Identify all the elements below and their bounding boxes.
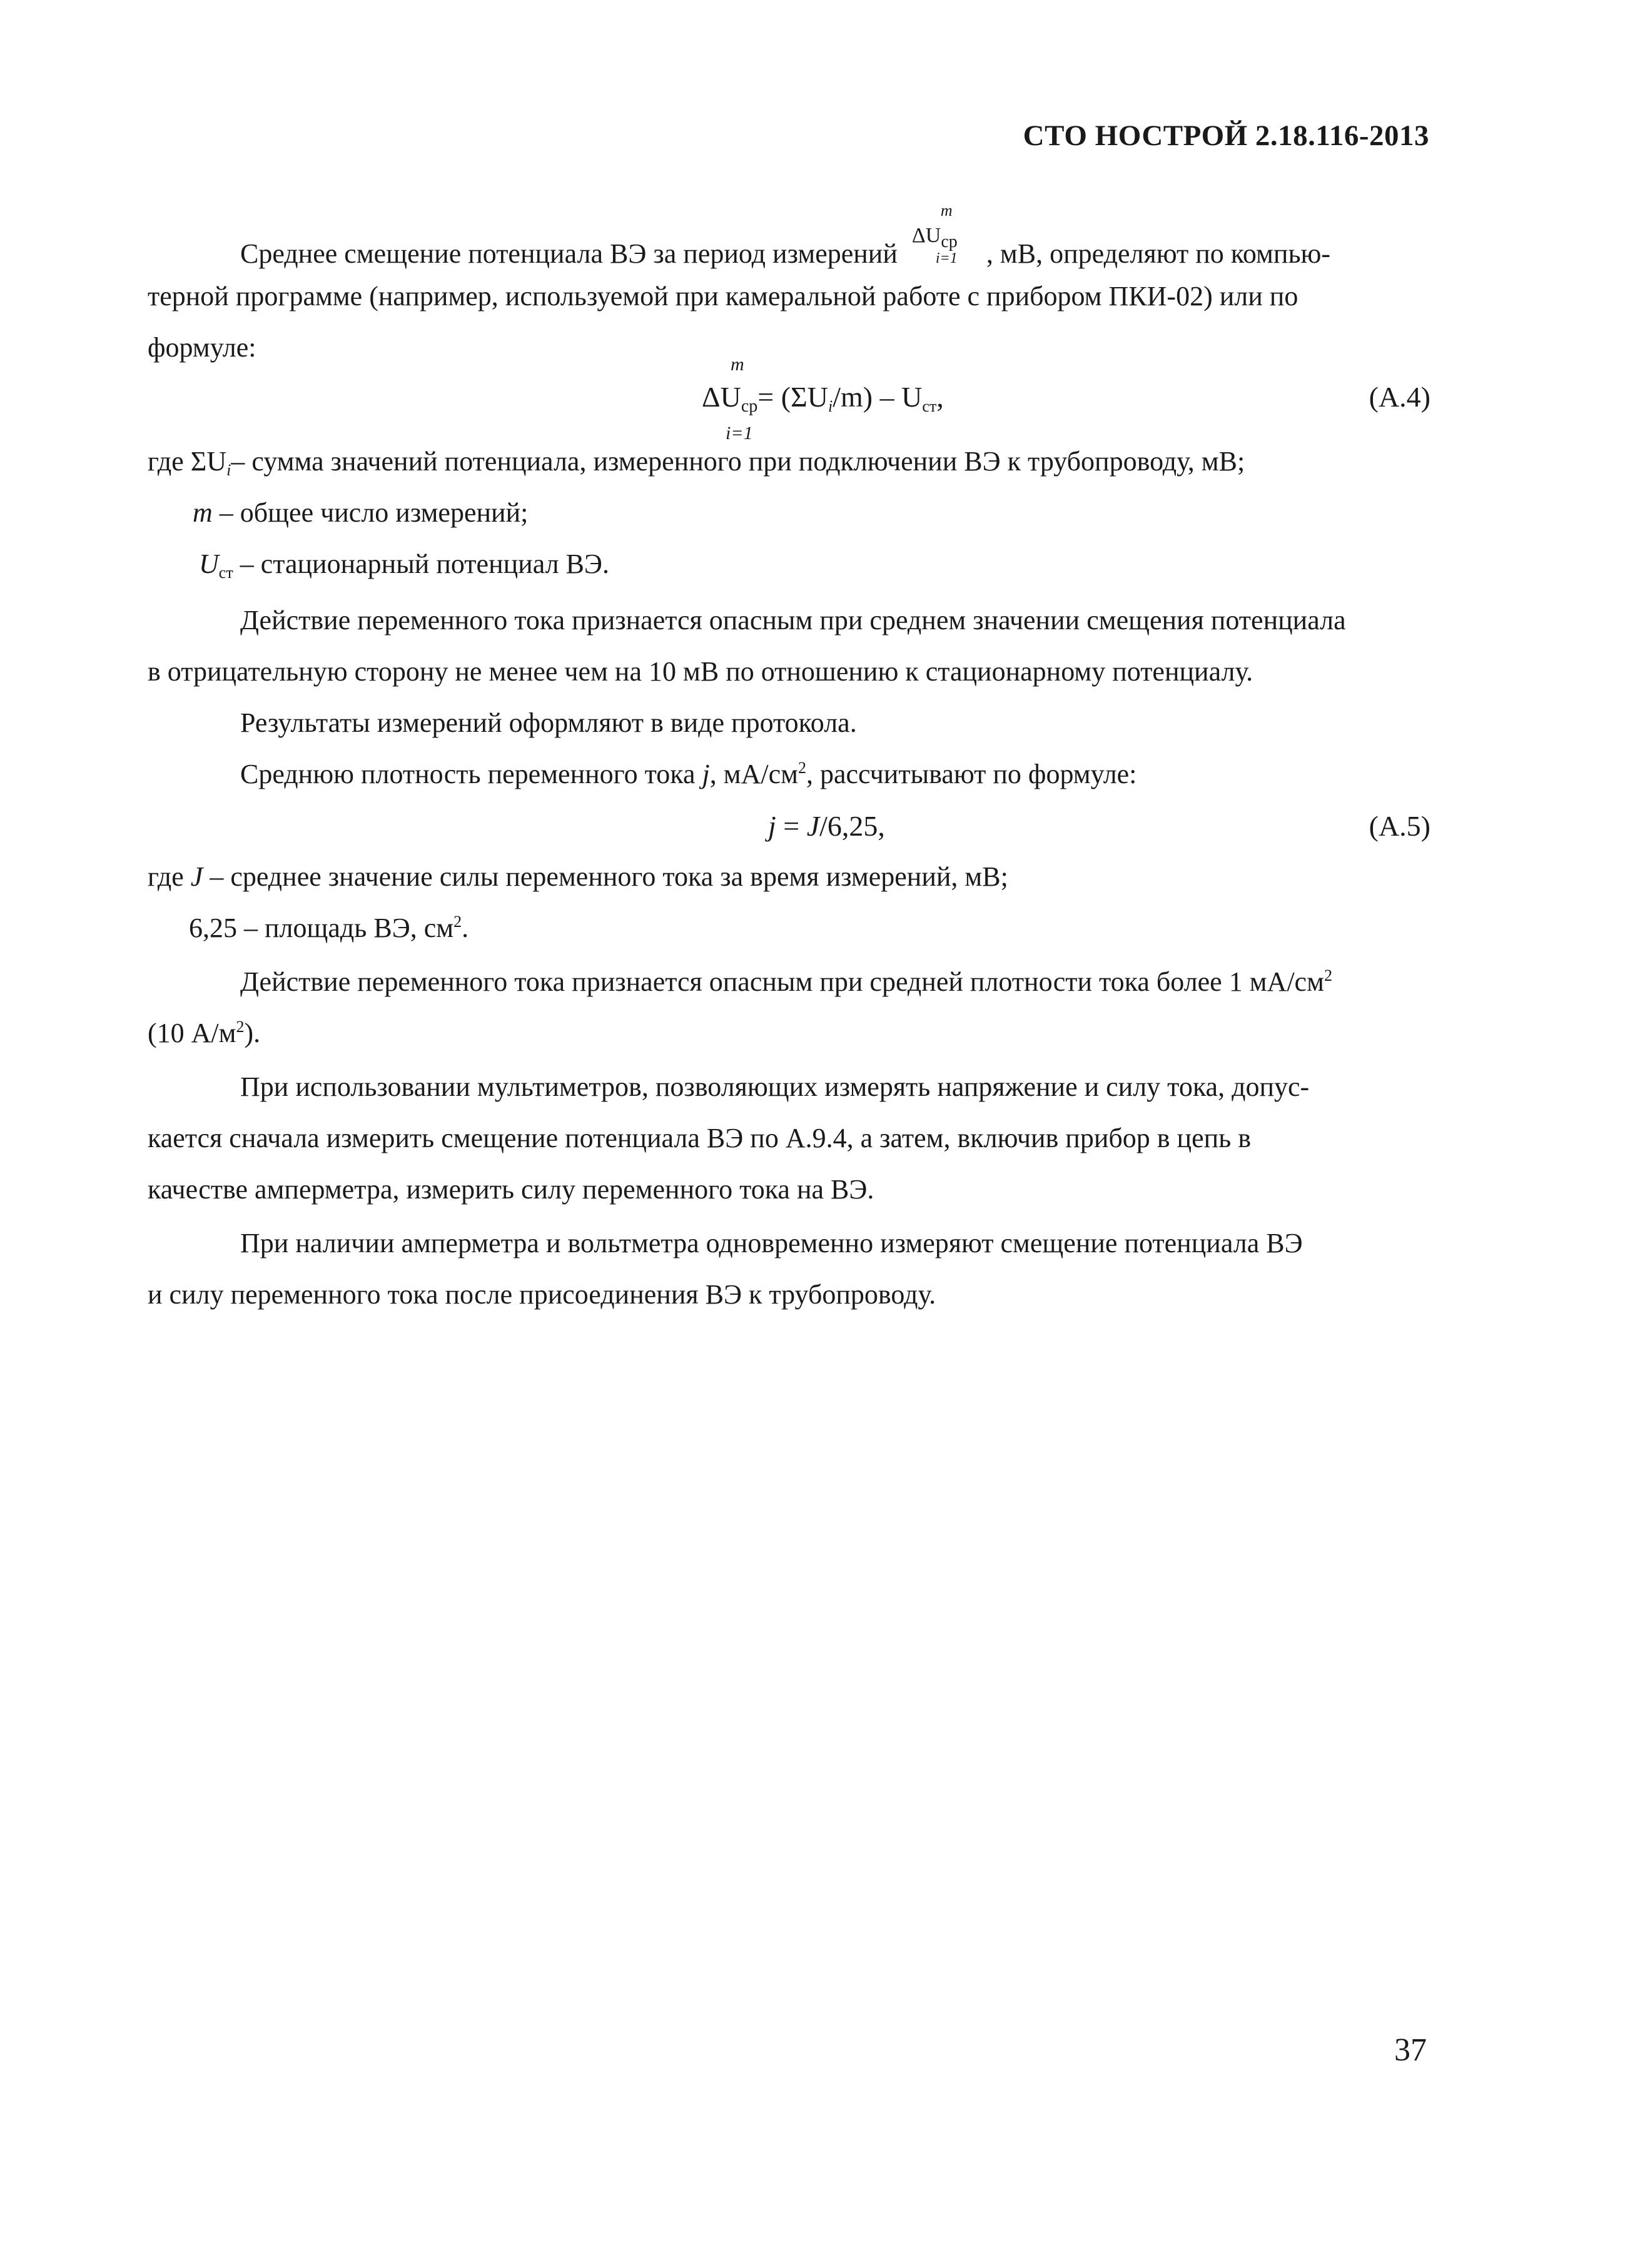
para4: Среднюю плотность переменного тока j, $мА/см^2$, рассчитывают по формуле: — [240, 759, 1137, 789]
para5-line2: (10 $А/м^2$). — [148, 1018, 261, 1048]
formula-a4-top-limit: m — [731, 354, 744, 375]
para1-text-after: , мВ, определяют по компью- — [986, 238, 1331, 269]
where-a4-line3: $U_{ст}$ – стационарный потенциал ВЭ. — [199, 549, 609, 582]
para6-line2: кается сначала измерить смещение потенциала ВЭ по А.9.4, а затем, включив прибор в цепь в — [148, 1123, 1251, 1153]
formula-a4-lhs: ΔU — [702, 381, 741, 413]
equation-number-a5: (А.5) — [1369, 810, 1430, 842]
formula-a4-eq: = (ΣU — [757, 381, 829, 413]
page-number: 37 — [1394, 2032, 1427, 2068]
formula-a4-bottom-limit: i=1 — [726, 423, 753, 443]
para6-line1: При использовании мультиметров, позволяющих измерять напряжение и силу тока, допус- — [240, 1071, 1310, 1102]
para7-line2: и силу переменного тока после присоединения ВЭ к трубопроводу. — [148, 1279, 936, 1310]
where-a4-line1: где $\Sigma U_i-$ сумма значений потенциала, измеренного при подключении ВЭ к трубопроводу, мВ; — [148, 446, 1245, 479]
formula-a5: j = J/6,25, — [768, 810, 885, 842]
para1-line3: формуле: — [148, 332, 256, 363]
para2-line1: Действие переменного тока признается опасным при среднем значении смещения потенциала — [240, 605, 1346, 635]
where-a5-line1: где J – среднее значение силы переменного тока за время измерений, мВ; — [148, 861, 1008, 892]
sum-bottom-limit: i=1 — [935, 250, 958, 266]
formula-a4-div: /m) – U — [833, 381, 923, 413]
formula-a4: $\Delta U_{ср}= (\Sigma U_i/m) - U_{ст}$, — [702, 381, 944, 416]
document-code-header: СТО НОСТРОЙ 2.18.116-2013 — [1023, 119, 1429, 152]
para1-line2: терной программе (например, используемой при камеральной работе с прибором ПКИ-02) или по — [148, 281, 1298, 311]
para7-line1: При наличии амперметра и вольтметра одновременно измеряют смещение потенциала ВЭ — [240, 1228, 1303, 1258]
para1-line1 — [240, 201, 1331, 270]
where-a4-line2: m – общее число измерений; — [193, 497, 529, 528]
delta-u-text: $\Delta U_{ср}$ — [911, 224, 958, 251]
para3: Результаты измерений оформляют в виде протокола. — [240, 707, 857, 738]
para6-line3: качестве амперметра, измерить силу переменного тока на ВЭ. — [148, 1174, 874, 1205]
where-a5-line2: 6,25 – площадь ВЭ, $см^2$. — [189, 913, 469, 943]
para2-line2: в отрицательную сторону не менее чем на 10 мВ по отношению к стационарному потенциалу. — [148, 656, 1253, 687]
equation-number-a4: (А.4) — [1369, 381, 1430, 413]
delta-u-symbol-inline — [904, 201, 980, 266]
sum-top-limit: m — [940, 201, 953, 220]
para1-text-before: Среднее смещение потенциала ВЭ за период измерений — [240, 238, 898, 269]
para5-line1: Действие переменного тока признается опасным при средней плотности тока более 1 $мА/см^2$ — [240, 966, 1332, 997]
